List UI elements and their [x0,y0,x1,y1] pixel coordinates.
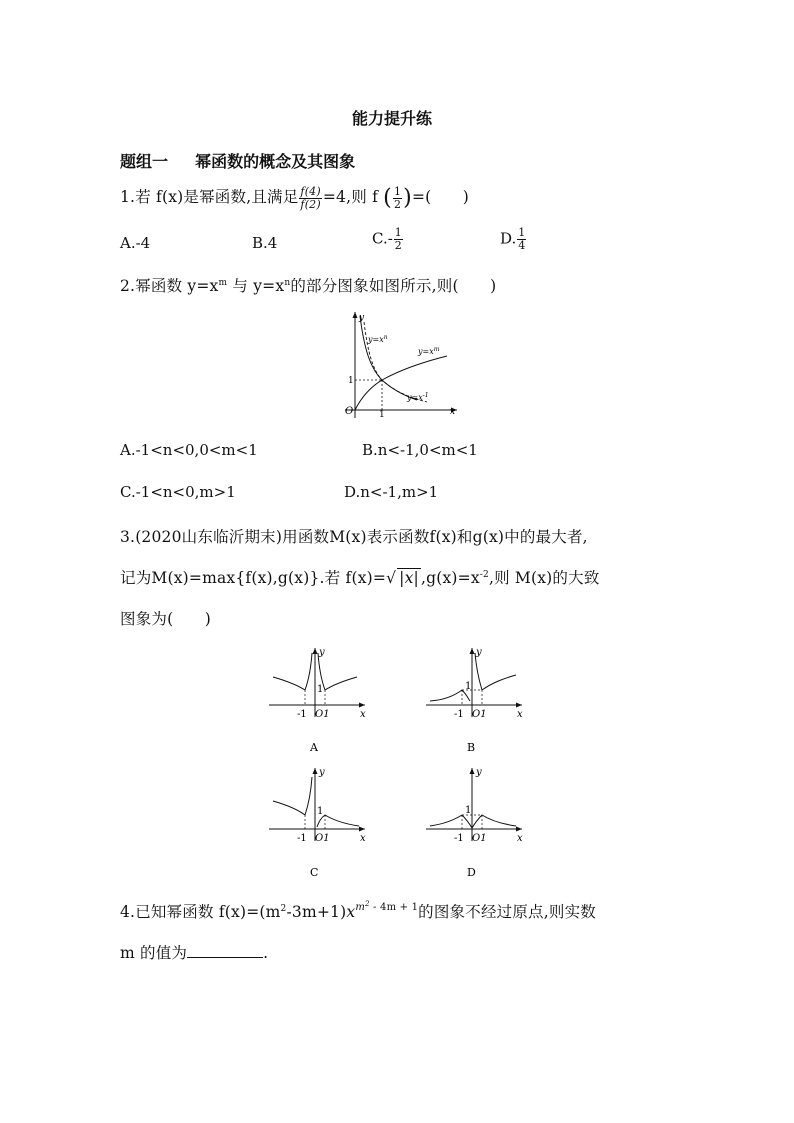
q1-option-b[interactable] [252,234,277,252]
q2-curve-m [355,356,447,410]
q1-frac-den: f(2) [300,197,321,211]
answer-blank[interactable] [187,943,263,958]
q1-mid: =4,则 f [322,188,379,206]
q3-graph-a[interactable] [265,645,370,755]
question-1: 1.若 f(x)是幂函数,且满足 $\frac{f(4)}{f(2)}$ =4,则 f ( $\frac{1}{2}$ )=( ) [120,184,470,211]
q1-option-a[interactable] [120,234,150,252]
svg-text:O1: O1 [315,709,330,720]
q2-label-n: $y=x^n$ [368,334,388,344]
q4-line2: m 的值为 [120,944,188,962]
question-4-line-2 [120,941,268,963]
q2-curve-n [360,316,417,400]
q4-line2-end: . [263,944,269,962]
option-den: 4 [518,239,526,252]
graph-letter: C [310,866,319,879]
option-letter: A. [120,234,136,252]
svg-text:1: 1 [465,805,472,816]
q3-graph-c[interactable] [265,765,370,880]
q3-graph-b[interactable] [422,645,527,755]
svg-text:x: x [360,833,366,844]
q2-option-c[interactable]: C.-1<n<0,m>1 [120,483,236,501]
q4-text-c: 的图象不经过原点,则实数 [418,903,596,921]
svg-text:y: y [476,767,482,778]
q2-one-y: 1 [348,376,354,386]
svg-text:1: 1 [317,806,324,817]
option-text: -4 [135,234,151,252]
q2-graph [335,308,465,420]
option-letter: C. [372,229,388,248]
q3-line2-sup: -2 [479,569,489,580]
q2-sup-n: n [284,277,291,288]
q2-one-x: 1 [379,410,385,420]
q1-suffix: =( ) [411,188,470,206]
svg-text:O1: O1 [472,709,487,720]
q2-sup-m: m [218,277,228,288]
q2-option-b[interactable]: B.n<-1,0<m<1 [362,441,478,459]
q2-label-inv: $y=x^{-1}$ [407,392,429,402]
svg-text:x: x [360,709,366,720]
graph-letter: B [467,741,476,754]
section-header [120,149,355,172]
question-4-line-1 [120,900,596,922]
svg-text:x: x [517,709,523,720]
option-sign: - [387,229,393,248]
svg-text:y: y [476,647,482,658]
option-den: 2 [394,239,402,252]
q3-line2-b: ,g(x)=x [420,569,480,587]
q3-line2-a: 记为M(x)=max{f(x),g(x)}.若 f(x)= [120,569,387,587]
q2-origin-label: O [345,406,354,417]
q1-option-d[interactable] [500,227,527,252]
option-letter: D. [500,229,517,248]
sqrt-icon: √ [386,569,397,587]
option-num: 1 [518,226,526,239]
q4-text-b: -3m+1) [286,903,347,921]
q4-text-a: 4.已知幂函数 f(x)=(m [120,903,281,921]
q4-exponent: m2 - 4m + 1 [355,900,419,913]
svg-text:y: y [319,647,325,658]
q2-text-b: 与 y=x [232,277,285,295]
q3-graph-d[interactable] [422,765,527,880]
q1-ratio-fraction [299,186,321,211]
svg-text:-1: -1 [297,833,307,844]
svg-text:O1: O1 [472,833,487,844]
q2-text-a: 2.幂函数 y=x [120,277,219,295]
q1-frac-num: f(4) [300,184,321,198]
q3-line2-c: ,则 M(x)的大致 [488,569,600,587]
option-num: 1 [394,226,402,239]
q2-x-label: x [450,407,456,417]
svg-text:x: x [517,833,523,844]
q3-sqrt-content: |x| [399,569,419,587]
q2-y-arrow [353,312,358,318]
question-3-line-2 [120,566,600,588]
q1-arg-den: 2 [393,197,402,211]
q1-prefix: 1.若 f(x)是幂函数,且满足 [120,188,299,206]
page-title: 能力提升练 [352,109,433,128]
section-label: 题组一 [120,152,169,171]
q1-arg-num: 1 [393,184,402,198]
graph-letter: A [310,741,318,754]
q2-option-a[interactable]: A.-1<n<0,0<m<1 [120,441,258,459]
svg-text:-1: -1 [297,709,307,720]
graph-letter: D [467,866,476,879]
q2-text-c: 的部分图象如图所示,则( ) [290,277,497,295]
svg-text:y: y [319,767,325,778]
q2-label-m: $y=x^m$ [418,346,440,356]
question-3-line-3: 图象为( ) [120,610,211,628]
svg-text:-1: -1 [454,833,464,844]
q2-option-d[interactable]: D.n<-1,m>1 [344,483,439,501]
q2-y-label: y [359,313,365,323]
svg-text:1: 1 [465,681,472,692]
svg-text:-1: -1 [454,709,464,720]
question-3-line-1: 3.(2020山东临沂期末)用函数M(x)表示函数f(x)和g(x)中的最大者, [120,528,588,546]
question-2 [120,274,496,296]
option-text: 4 [267,234,278,252]
q4-base: x [346,903,356,921]
section-name: 幂函数的概念及其图象 [195,152,356,171]
option-letter: B. [252,234,268,252]
q4-sup1: 2 [280,903,287,914]
svg-text:1: 1 [317,684,324,695]
q1-option-c[interactable] [372,227,404,252]
svg-text:O1: O1 [315,833,330,844]
q1-arg-fraction [393,186,402,211]
